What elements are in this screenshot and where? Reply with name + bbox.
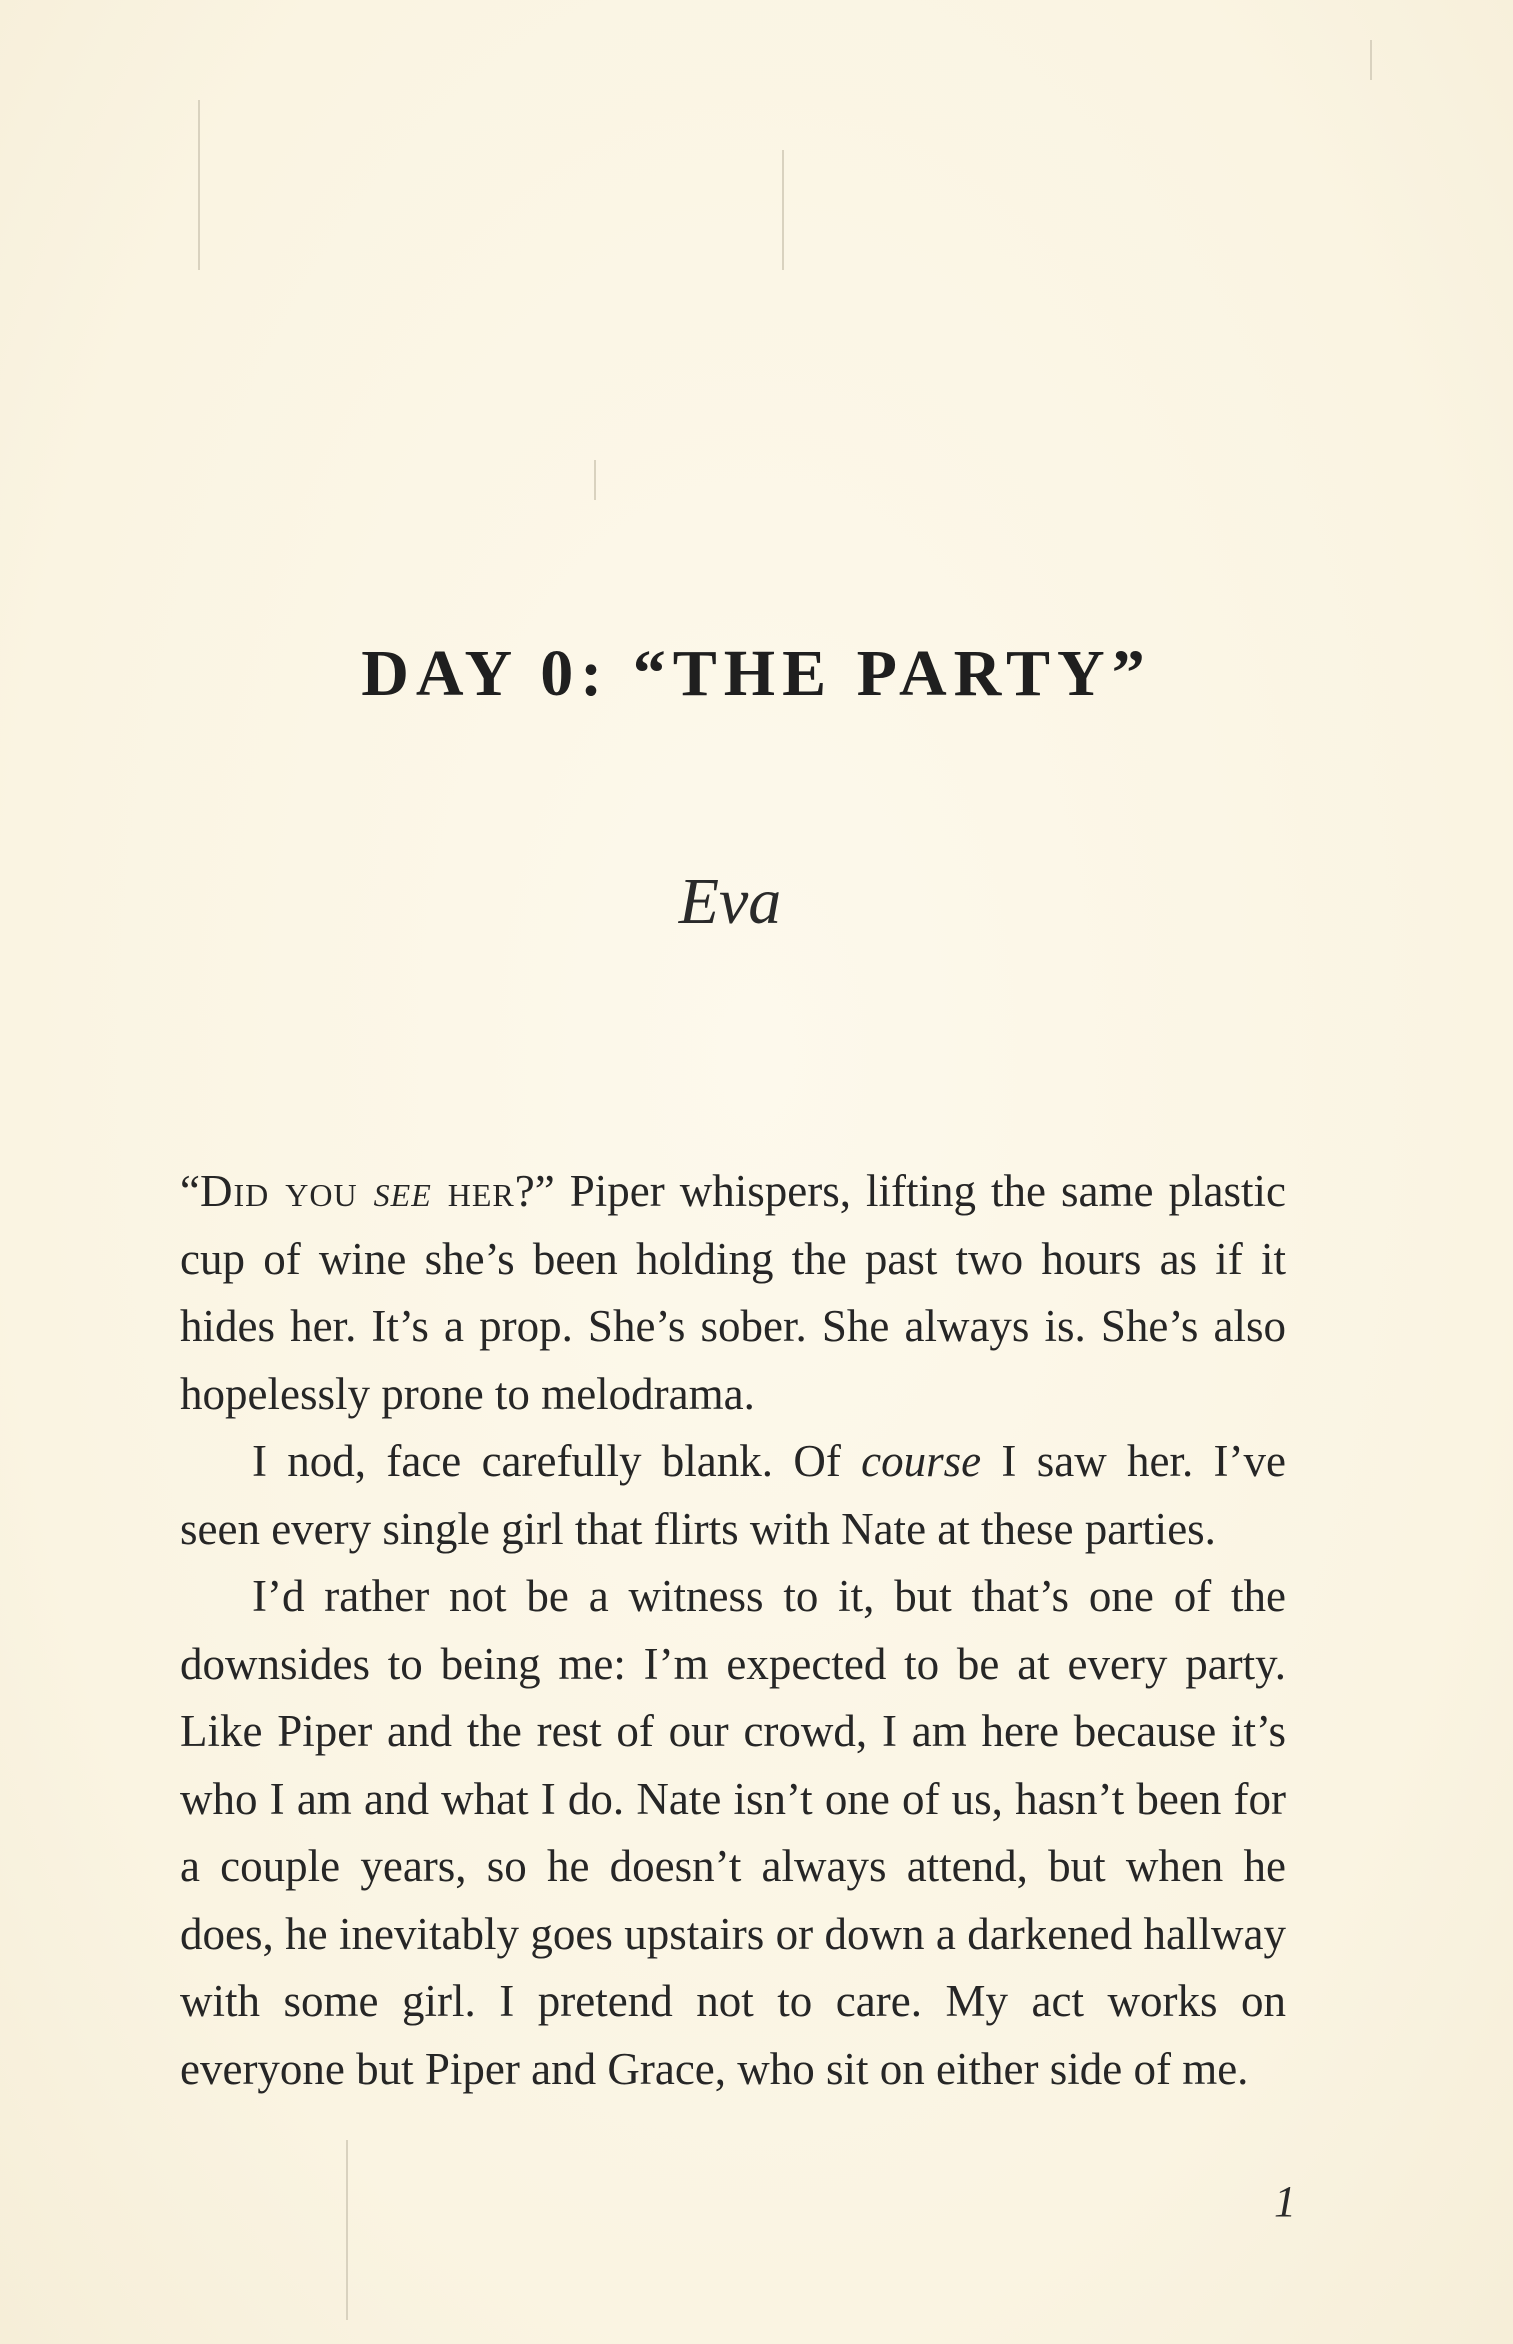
opening-quote: “ <box>180 1166 200 1216</box>
paragraph-2-italic: course <box>861 1436 982 1486</box>
page-number: 1 <box>1274 2177 1296 2226</box>
paragraph-3: I’d rather not be a witness to it, but that’s one of the downsides to being me: I’m expected to be at every party. Like Piper and the rest of our crowd, I am here because it’s who I am and what I do. Nate isn’t one of us, hasn’t been for a couple years, so he doesn’t always attend, but when he does, he inevitably goes upstairs or down a darkened hallway with some girl. I pretend not to care. My act works on everyone but Piper and Grace, who sit on either side of me. <box>180 1571 1286 2094</box>
paragraph-2-text-b: I saw her. I’ve seen every single girl that flirts with Nate at these parties. <box>180 1436 1286 1554</box>
paragraph-1 <box>180 1158 1286 1428</box>
scan-artifact <box>346 2140 348 2320</box>
scan-artifact <box>594 460 596 500</box>
paragraph-2-text-a: I nod, face carefully blank. Of <box>252 1436 862 1486</box>
paragraph-2 <box>180 1428 1286 1563</box>
scan-artifact <box>198 100 200 270</box>
small-caps-italic-lead: see <box>373 1166 432 1216</box>
small-caps-lead: Did you <box>199 1166 374 1216</box>
small-caps-lead-end: her <box>431 1166 515 1216</box>
scan-artifact <box>1370 40 1372 80</box>
body-text <box>180 1158 1286 2103</box>
scan-artifact <box>782 150 784 270</box>
paragraph-1-text: ?” Piper whispers, lifting the same plastic cup of wine she’s been holding the past two hours as if it hides her. It’s a prop. She’s sober. She always is. She’s also hopelessly prone to melodrama. <box>180 1166 1286 1419</box>
chapter-title: DAY 0: “THE PARTY” <box>361 637 1152 711</box>
narrator-heading: Eva <box>678 865 782 938</box>
